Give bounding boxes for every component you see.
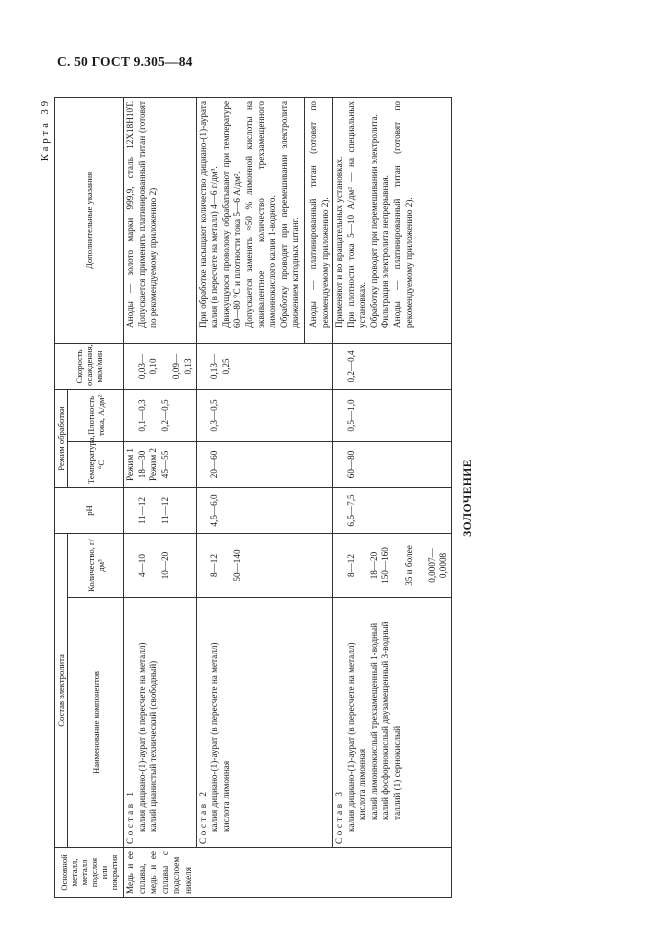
composition-2-temperature (196, 441, 333, 487)
mode-label: Режим 1 (125, 447, 135, 482)
composition-title: Состав 3 (334, 789, 345, 844)
component-name: калий фосфорнокислый двузамещенный 3-водный (380, 621, 391, 820)
composition-1-notes (124, 97, 197, 343)
note-text: Движущуюся проволоку обрабатывают при температуре 60—80 °С и плотности тока 5—6 А/дм². (220, 100, 243, 328)
composition-1-temperature (124, 441, 197, 487)
section-title: ЗОЛОЧЕНИЕ (462, 459, 474, 537)
current-density-value: 0,5—1,0 (345, 399, 356, 432)
electrolyte-table (54, 97, 452, 898)
current-density-value: 0,3—0,5 (209, 399, 220, 432)
component-name: калий цианистый технический (свободный) (148, 660, 159, 832)
rate-value: 0,2—0,4 (345, 350, 356, 383)
card-label: Карта 39 (40, 98, 51, 162)
quantity-value: 8—12 (345, 554, 356, 577)
col-quantity-header: Количество, г/дм³ (68, 533, 124, 597)
component-name: калия дициано-(1)-аурат (в пересчете на металл) (209, 642, 220, 832)
note-text: Обработку проводят при перемешивании электролита движением катодных штанг. (278, 100, 301, 328)
quantity-value: 18—20 (368, 551, 379, 580)
quantity-value: 4—10 (136, 554, 147, 577)
note-text: Аноды — платинированный титан (готовят по рекомендуемому приложению 2). (304, 98, 331, 343)
quantity-value: 150—160 (380, 547, 391, 584)
composition-2-notes (196, 97, 333, 343)
quantity-value: 50—140 (232, 549, 243, 582)
composition-2-components (196, 598, 333, 848)
composition-3-ph (333, 487, 452, 533)
note-text: Аноды — золото марки 999,9, сталь 12Х18Н10Т. Допускается применять платинированный титан (готовят по рекомендуемому приложению 2) (125, 100, 159, 328)
component-name: кислота лимонная (220, 760, 231, 832)
composition-2-rate (196, 343, 333, 389)
rotated-table-area (38, 98, 598, 898)
component-name: кислота лимонная (357, 748, 368, 820)
table-row-composition-2 (196, 97, 333, 897)
current-density-value: 0,2—0,5 (159, 399, 170, 432)
component-name: калия дициано-(1)-аурат (в пересчете на металл) (345, 642, 356, 832)
composition-1-quantities (124, 533, 197, 597)
composition-2-current-density (196, 389, 333, 441)
composition-1-current-density (124, 389, 197, 441)
ph-value: 11—12 (159, 496, 170, 525)
composition-title: Состав 1 (125, 789, 135, 844)
col-base-header: Основной металл, металл подслоя или покрытия (55, 848, 124, 898)
col-mode-header: Режим обработки (55, 389, 68, 487)
composition-1-rate (124, 343, 197, 389)
quantity-value: 35 и более (403, 545, 414, 586)
col-temperature-header: Температура, °С (68, 441, 124, 487)
note-text: Допускается заменять ≈50 % лимонной кислоты на эквивалентное количество трехзамещенного лимоннокислого калия 1-водного. (243, 100, 278, 328)
composition-1-components (124, 598, 197, 848)
composition-3-rate (333, 343, 452, 389)
rate-value: 0,03—0,10 (136, 353, 159, 380)
component-name: таллий (1) сернокислый (392, 725, 403, 820)
temperature-value: 18—30 (136, 450, 147, 479)
note-text: Обработку проводят при перемешивании электролита. (368, 114, 379, 328)
composition-3-temperature (333, 441, 452, 487)
ph-value: 11—12 (136, 496, 147, 525)
base-metal-cell: Медь и ее сплавы, медь и ее сплавы с подслоем никеля (124, 848, 452, 898)
rate-value: 0,13—0,25 (209, 353, 231, 380)
col-composition-header: Состав электролита (55, 533, 68, 847)
composition-3-quantities (333, 533, 452, 597)
component-name: калий лимоннокислый трехзамещенный 1-водный (368, 622, 379, 820)
col-notes-header: Дополнительные указания (55, 97, 124, 343)
composition-2-quantities (196, 533, 333, 597)
note-text: Фильтрация электролита непрерывная. (380, 175, 391, 328)
current-density-value: 0,1—0,3 (136, 399, 147, 432)
note-text: При плотности тока 5—10 А/дм² — на специальных установках. (345, 100, 368, 328)
note-text: При обработке насыщают количество дициано-(1)-аурата калия (в пересчете на металл) 4—6 г/дм³. (197, 100, 220, 328)
composition-3-current-density (333, 389, 452, 441)
rate-value: 0,09—0,13 (171, 353, 193, 380)
composition-3-notes (333, 97, 452, 343)
composition-1-ph (124, 487, 197, 533)
composition-2-ph (196, 487, 333, 533)
col-current-density-header: Плотность тока, А/дм² (68, 389, 124, 441)
col-component-name-header: Наименование компонентов (68, 598, 124, 848)
note-text: Аноды — платинированный титан (готовят по рекомендуемому приложению 2). (392, 100, 414, 328)
note-text: Применяют и во вращательных установках. (334, 156, 345, 328)
mode-label: Режим 2 (148, 447, 159, 482)
ph-value: 4,5—6,0 (209, 494, 220, 527)
temperature-value: 45—55 (159, 450, 170, 479)
component-name: калия дицианo-(1)-аурат (в пересчете на металл) (136, 642, 147, 832)
temperature-value: 60—80 (345, 450, 356, 479)
composition-3-components (333, 598, 452, 848)
quantity-value: 0,0007—0,0008 (426, 548, 449, 583)
composition-title: Состав 2 (197, 789, 208, 844)
col-ph-header: pH (55, 487, 124, 533)
quantity-value: 8—12 (209, 554, 220, 577)
table-row-composition-1 (124, 97, 197, 897)
page-header: С. 50 ГОСТ 9.305—84 (57, 54, 193, 69)
ph-value: 6,5—7,5 (345, 494, 356, 527)
col-rate-header: Скорость осаждения, мкм/мин (55, 343, 124, 389)
temperature-value: 20—60 (209, 450, 220, 479)
quantity-value: 10—20 (159, 551, 170, 580)
table-row-composition-3 (333, 97, 452, 897)
